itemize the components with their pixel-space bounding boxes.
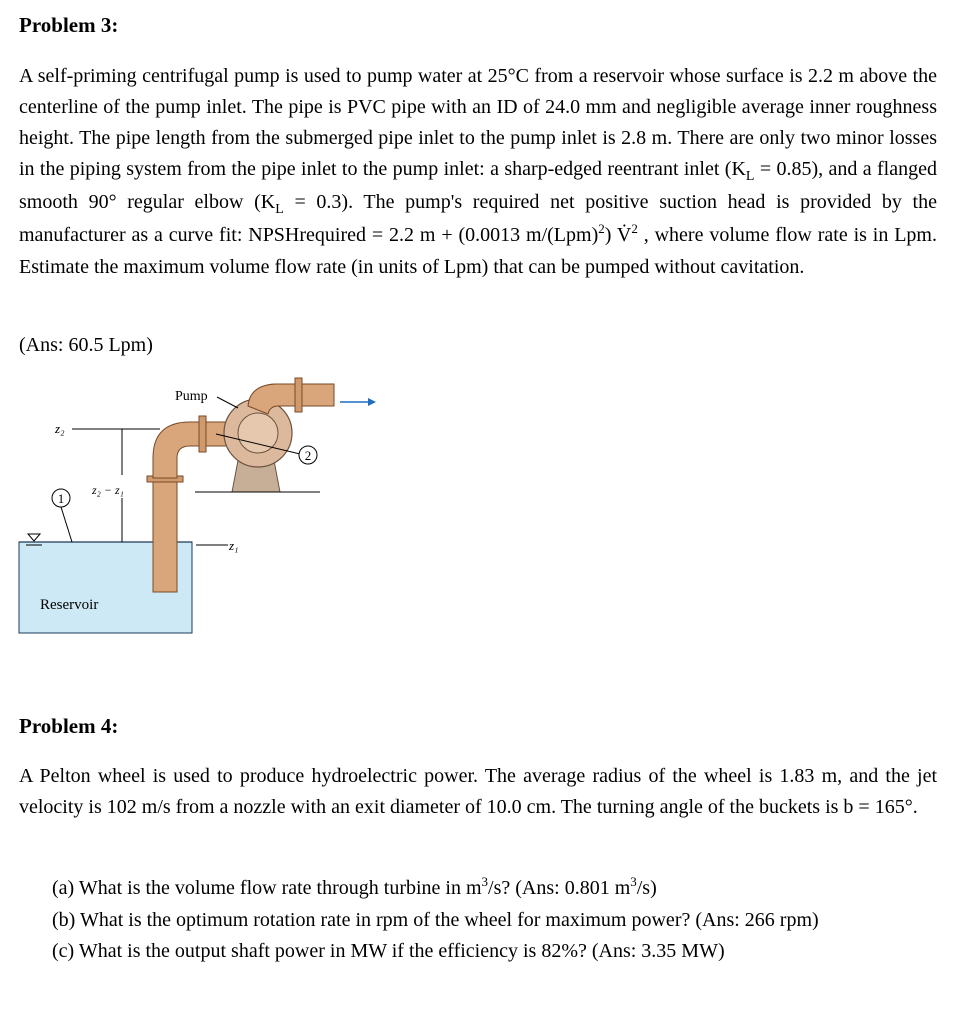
problem4-text: A Pelton wheel is used to produce hydroelectric power. The average radius of the wheel is 1.83 m, and the jet velocity is 102 m/s from a nozzle with an exit diameter of 10.0 cm. The turning angle of the buckets is b = 165°. [19,765,937,818]
point-2-label: 2 [304,448,312,463]
problem3-text: A self-priming centrifugal pump is used to pump water at 25°C from a reservoir whose surface is 2.2 m above the centerline of the pump inlet. The pipe is PVC pipe with an ID of 24.0 mm and negligible average inner roughness height. The pipe length from the submerged pipe inlet to the pump inlet is 2.8 m. There are only two minor losses in the piping system from the pipe inlet to the pump inlet: a sharp-edged reentrant inlet $(K_L = 0.85)$, and a flanged smooth 90° regular elbow $(K_L = 0.3)$. The pump's required net positive suction head is provided by the manufacturer as a curve fit: NPSHrequired = 2.2 m + (0.0013 m/(Lpm)$^2$) V̇$^2$ , where volume flow rate is in Lpm. Estimate the maximum volume flow rate (in units of Lpm) that can be pumped without cavitation. [19,65,937,278]
point-1-label: 1 [57,491,65,506]
suction-pipe [153,480,177,592]
z2-minus-z1-label: z₂ − z₁ [92,483,124,497]
problem4-questions [52,873,932,967]
discharge-pipe [302,384,334,406]
free-surface-symbol [28,534,40,541]
pipe-elbow [153,422,205,478]
problem4-heading: Problem 4: [19,714,119,738]
pump-reservoir-diagram [0,370,420,640]
pump-label: Pump [175,389,208,404]
reservoir-label: Reservoir [40,597,99,613]
question-a: (a) What is the volume flow rate through turbine in $m^3/s$? (Ans: 0.801 $m^3/s$) [52,874,657,899]
z1-label: z₁ [229,538,239,553]
problem3-answer: (Ans: 60.5 Lpm) [19,334,153,356]
z2-label: z₂ [55,421,65,436]
question-c: (c) What is the output shaft power in MW if the efficiency is 82%? (Ans: 3.35 MW) [52,940,725,962]
question-b: (b) What is the optimum rotation rate in rpm of the wheel for maximum power? (Ans: 266 rpm) [52,909,819,931]
problem3-heading: Problem 3: [19,13,119,37]
